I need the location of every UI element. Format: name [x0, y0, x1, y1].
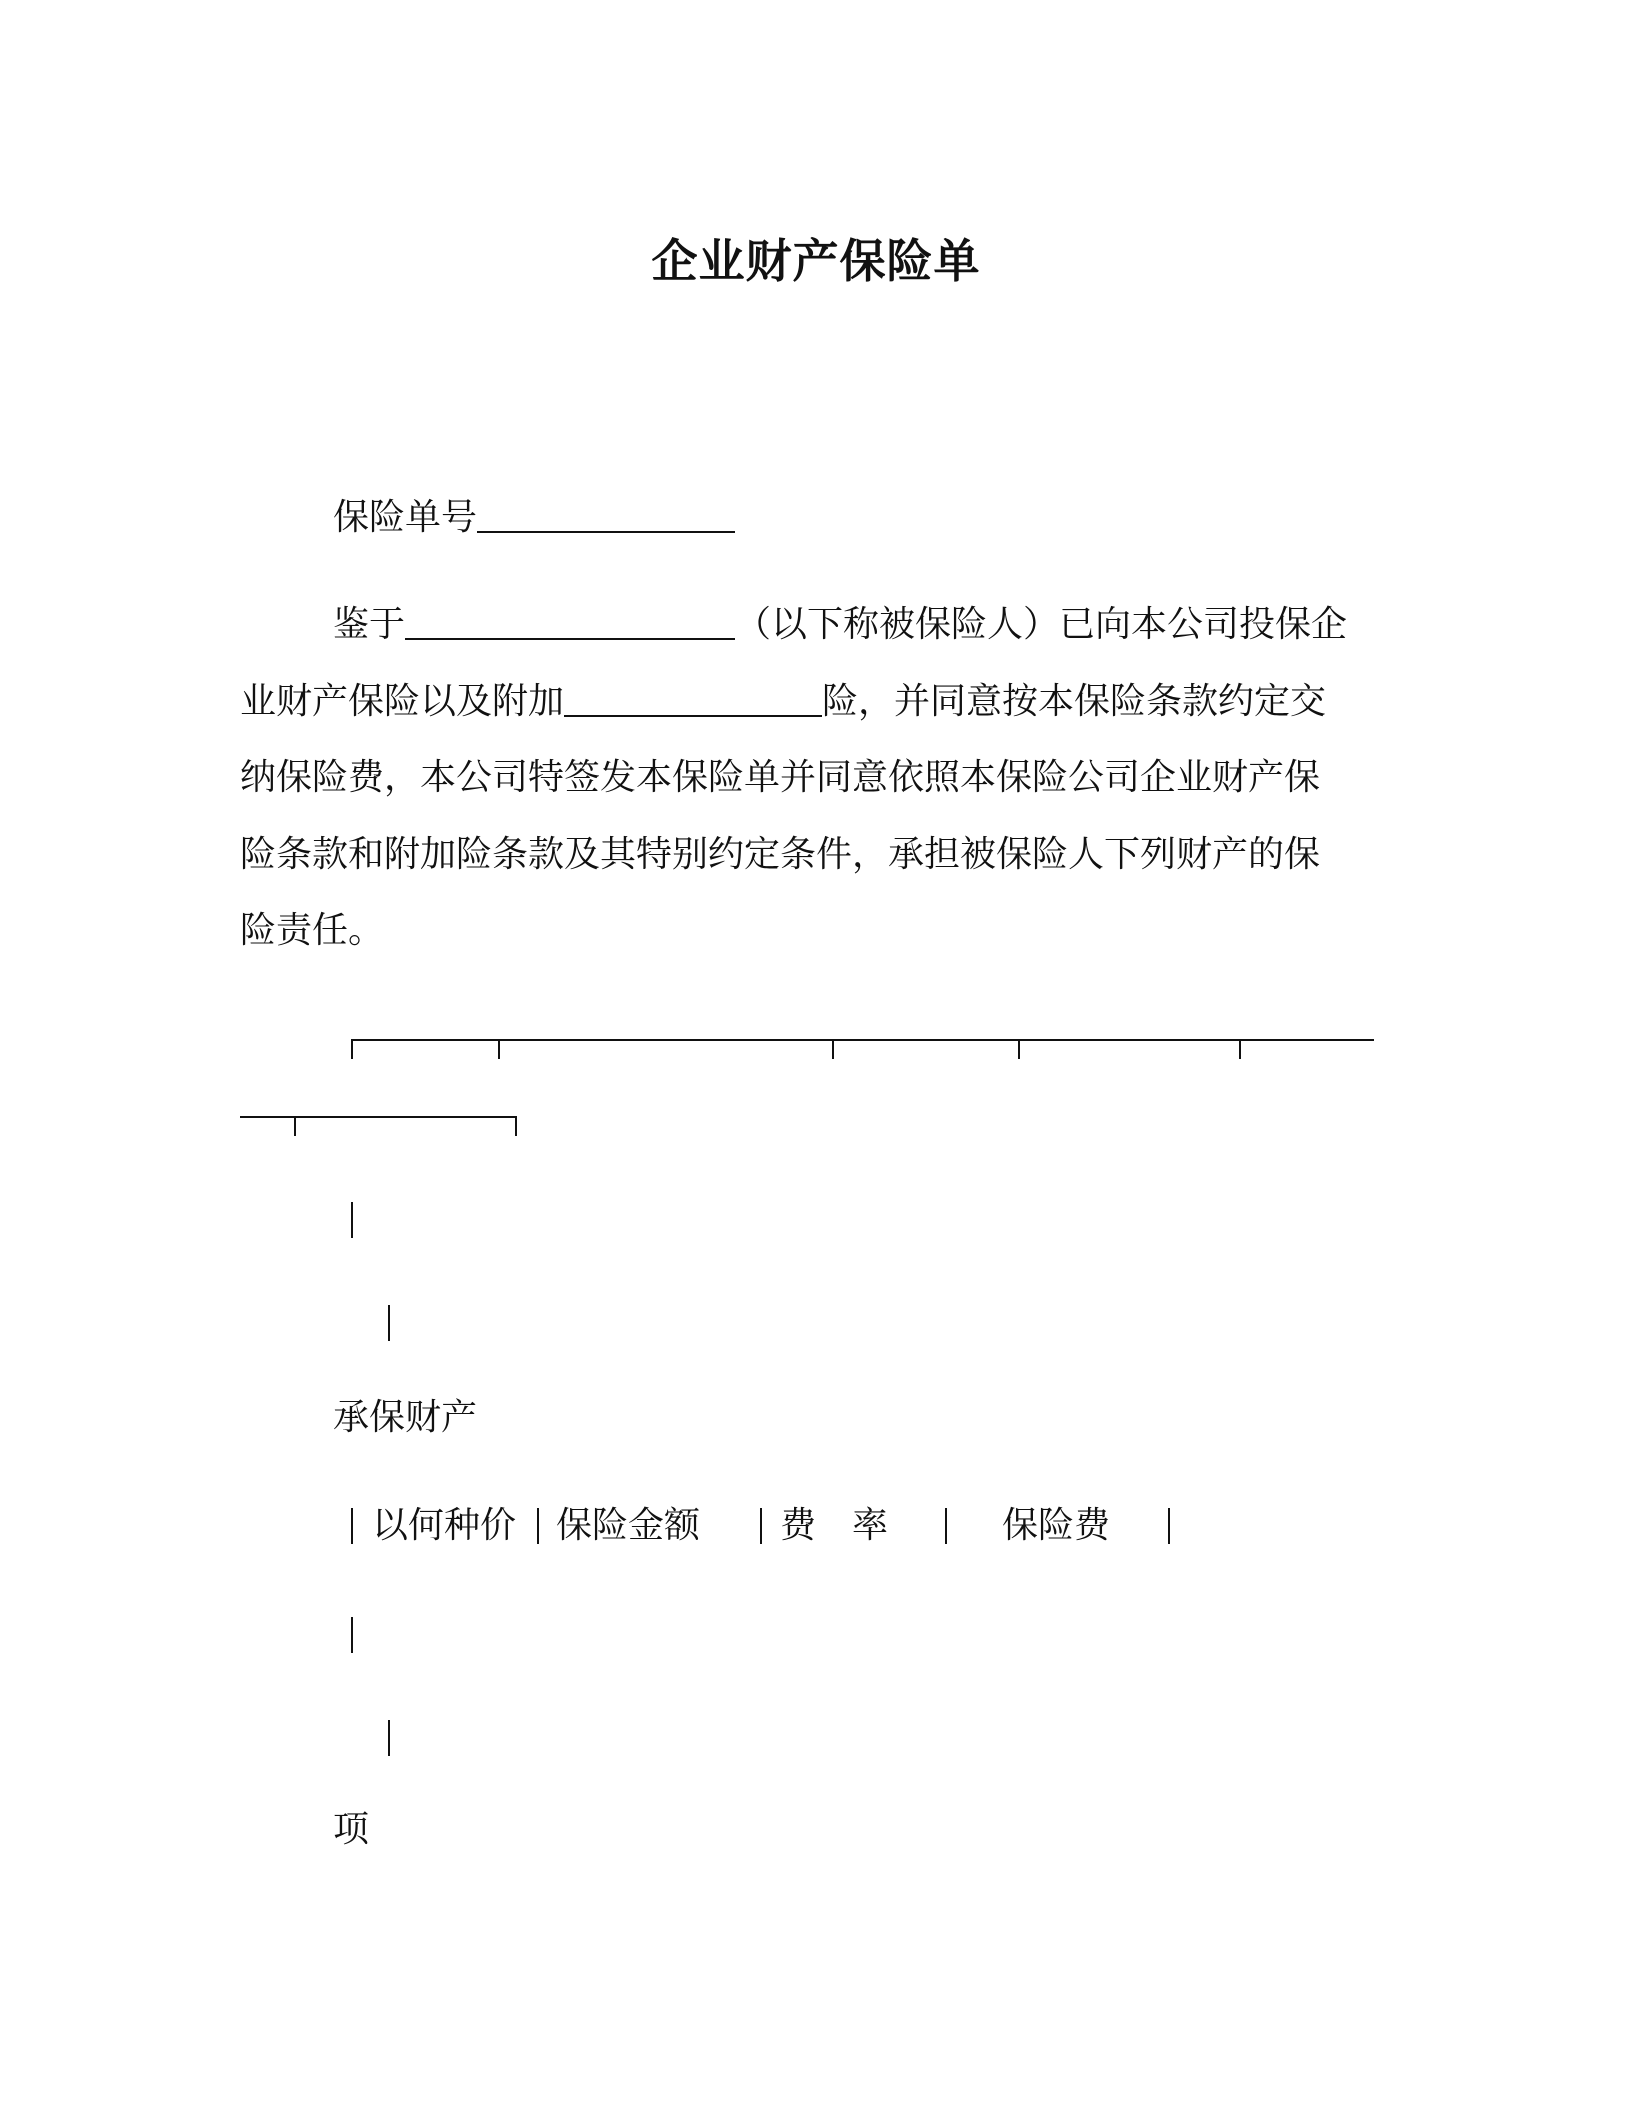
paragraph-line-4: 险条款和附加险条款及其特别约定条件，承担被保险人下列财产的保: [240, 834, 1321, 875]
policy-number-row: [333, 497, 735, 538]
header-divider: [537, 1508, 539, 1544]
additional-insurance-blank[interactable]: [564, 713, 822, 717]
paragraph-line-5: 险责任。: [240, 910, 385, 951]
table-vertical-rule: [388, 1305, 390, 1341]
header-divider: [760, 1508, 762, 1544]
table-vertical-rule: [351, 1617, 353, 1653]
header-divider: [351, 1508, 353, 1544]
table-tick: [351, 1039, 353, 1059]
item-label: 项: [333, 1809, 370, 1850]
header-sum-insured: 保险金额: [556, 1505, 701, 1546]
table-vertical-rule: [388, 1720, 390, 1756]
table-tick: [832, 1039, 834, 1059]
policy-number-blank[interactable]: [477, 529, 735, 533]
table-tick: [515, 1116, 517, 1136]
table-tick: [1239, 1039, 1241, 1059]
table-top-rule: [351, 1039, 1374, 1041]
paragraph-text: 鉴于: [333, 604, 406, 645]
table-tick: [498, 1039, 500, 1059]
paragraph-text: 险，并同意按本保险条款约定交: [822, 681, 1327, 722]
paragraph-text: （以下称被保险人）已向本公司投保企: [735, 604, 1348, 645]
header-rate: 费 率: [780, 1505, 889, 1546]
header-divider: [1168, 1508, 1170, 1544]
table-tick: [294, 1116, 296, 1136]
header-valuation-basis: 以何种价: [372, 1505, 517, 1546]
table-tick: [1018, 1039, 1020, 1059]
paragraph-line-2: [240, 681, 1327, 722]
document-title: 企业财产保险单: [651, 234, 981, 288]
paragraph-text: 业财产保险以及附加: [240, 681, 565, 722]
table-rule-short: [240, 1116, 294, 1118]
table-rule: [294, 1116, 515, 1118]
header-divider: [945, 1508, 947, 1544]
insured-name-blank[interactable]: [405, 636, 735, 640]
paragraph-line-3: 纳保险费，本公司特签发本保险单并同意依照本保险公司企业财产保: [240, 757, 1321, 798]
insured-property-label: 承保财产: [333, 1397, 478, 1438]
header-premium: 保险费: [1002, 1505, 1111, 1546]
policy-number-label: 保险单号: [333, 497, 478, 538]
paragraph-line-1: [333, 604, 1348, 645]
table-vertical-rule: [351, 1202, 353, 1238]
